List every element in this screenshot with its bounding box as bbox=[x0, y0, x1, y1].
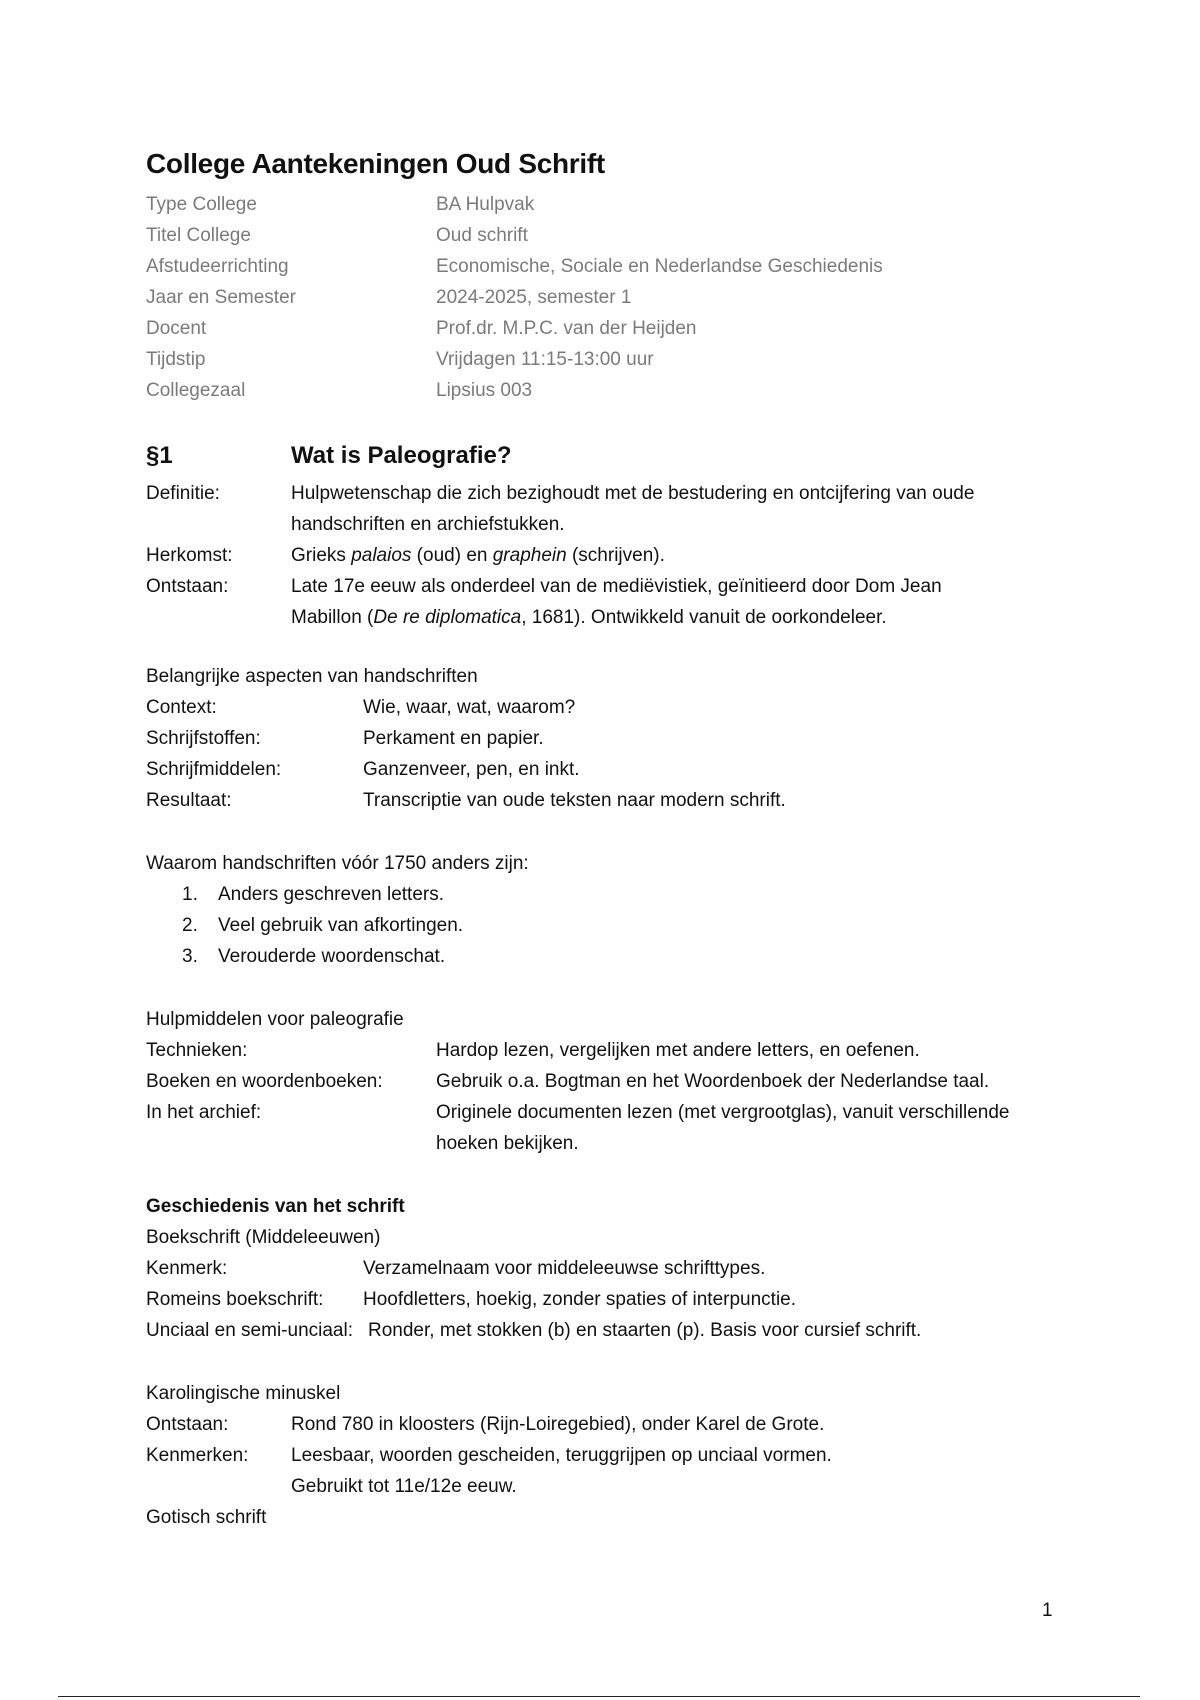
gothic-heading: Gotisch schrift bbox=[146, 1507, 267, 1528]
aspect-label-schrijfmiddelen: Schrijfmiddelen: bbox=[146, 759, 282, 780]
carolingian-heading: Karolingische minuskel bbox=[146, 1383, 341, 1404]
tool-label-archief: In het archief: bbox=[146, 1102, 262, 1123]
meta-value-type: BA Hulpvak bbox=[436, 194, 535, 215]
meta-value-titel: Oud schrift bbox=[436, 225, 528, 246]
why-heading: Waarom handschriften vóór 1750 anders zijn: bbox=[146, 853, 529, 874]
meta-label-jaar: Jaar en Semester bbox=[146, 287, 296, 308]
aspect-label-resultaat: Resultaat: bbox=[146, 790, 232, 811]
meta-label-type: Type College bbox=[146, 194, 257, 215]
definitie-label: Definitie: bbox=[146, 483, 220, 504]
tools-heading: Hulpmiddelen voor paleografie bbox=[146, 1009, 404, 1030]
document-title: College Aantekeningen Oud Schrift bbox=[146, 148, 605, 179]
aspect-value-resultaat: Transcriptie van oude teksten naar modern schrift. bbox=[363, 790, 786, 811]
carolingian-label-ontstaan: Ontstaan: bbox=[146, 1414, 229, 1435]
ontstaan-label: Ontstaan: bbox=[146, 576, 229, 597]
footer-divider bbox=[58, 1696, 1140, 1697]
aspect-label-context: Context: bbox=[146, 697, 217, 718]
meta-value-jaar: 2024-2025, semester 1 bbox=[436, 287, 632, 308]
ontstaan-line-1: Late 17e eeuw als onderdeel van de mediëvistiek, geïnitieerd door Dom Jean bbox=[291, 576, 942, 597]
meta-value-collegezaal: Lipsius 003 bbox=[436, 380, 533, 401]
history-label-romeins: Romeins boekschrift: bbox=[146, 1289, 324, 1310]
tool-value-archief-line-2: hoeken bekijken. bbox=[436, 1133, 579, 1154]
carolingian-value-kenmerken: Leesbaar, woorden gescheiden, teruggrijpen op unciaal vormen. bbox=[291, 1445, 832, 1466]
definitie-line-2: handschriften en archiefstukken. bbox=[291, 514, 565, 535]
history-value-romeins: Hoofdletters, hoekig, zonder spaties of interpunctie. bbox=[363, 1289, 797, 1310]
list-item: Veel gebruik van afkortingen. bbox=[218, 915, 464, 936]
history-label-kenmerk: Kenmerk: bbox=[146, 1258, 228, 1279]
aspects-heading: Belangrijke aspecten van handschriften bbox=[146, 666, 478, 687]
meta-value-afstudeerrichting: Economische, Sociale en Nederlandse Geschiedenis bbox=[436, 256, 883, 277]
meta-label-tijdstip: Tijdstip bbox=[146, 349, 206, 370]
tool-value-technieken: Hardop lezen, vergelijken met andere letters, en oefenen. bbox=[436, 1040, 920, 1061]
tool-value-boeken: Gebruik o.a. Bogtman en het Woordenboek der Nederlandse taal. bbox=[436, 1071, 990, 1092]
aspect-value-schrijfmiddelen: Ganzenveer, pen, en inkt. bbox=[363, 759, 580, 780]
history-label-unciaal: Unciaal en semi-unciaal: bbox=[146, 1320, 353, 1341]
aspect-label-schrijfstoffen: Schrijfstoffen: bbox=[146, 728, 261, 749]
meta-label-collegezaal: Collegezaal bbox=[146, 380, 246, 401]
list-item: Anders geschreven letters. bbox=[218, 884, 445, 905]
definitie-line-1: Hulpwetenschap die zich bezighoudt met de bestudering en ontcijfering van oude bbox=[291, 483, 975, 504]
list-item: Verouderde woordenschat. bbox=[218, 946, 446, 967]
page-number: 1 bbox=[1042, 1600, 1053, 1621]
tool-label-boeken: Boeken en woordenboeken: bbox=[146, 1071, 383, 1092]
list-item-number: 3. bbox=[182, 946, 198, 967]
meta-label-afstudeerrichting: Afstudeerrichting bbox=[146, 256, 289, 277]
meta-value-tijdstip: Vrijdagen 11:15-13:00 uur bbox=[436, 349, 654, 370]
history-heading: Geschiedenis van het schrift bbox=[146, 1196, 405, 1217]
herkomst-label: Herkomst: bbox=[146, 545, 233, 566]
ontstaan-line-2: Mabillon (De re diplomatica, 1681). Ontwikkeld vanuit de oorkondeleer. bbox=[291, 607, 887, 628]
meta-value-docent: Prof.dr. M.P.C. van der Heijden bbox=[436, 318, 697, 339]
tool-label-technieken: Technieken: bbox=[146, 1040, 248, 1061]
carolingian-value-kenmerken-line-2: Gebruikt tot 11e/12e eeuw. bbox=[291, 1476, 517, 1497]
carolingian-label-kenmerken: Kenmerken: bbox=[146, 1445, 249, 1466]
section-title: Wat is Paleografie? bbox=[291, 442, 512, 469]
meta-label-docent: Docent bbox=[146, 318, 207, 339]
carolingian-value-ontstaan: Rond 780 in kloosters (Rijn-Loiregebied), onder Karel de Grote. bbox=[291, 1414, 825, 1435]
list-item-number: 2. bbox=[182, 915, 198, 936]
herkomst-text: Grieks palaios (oud) en graphein (schrijven). bbox=[291, 545, 665, 566]
aspect-value-context: Wie, waar, wat, waarom? bbox=[363, 697, 576, 718]
section-number: §1 bbox=[146, 442, 173, 469]
list-item-number: 1. bbox=[182, 884, 198, 905]
aspect-value-schrijfstoffen: Perkament en papier. bbox=[363, 728, 544, 749]
history-value-unciaal: Ronder, met stokken (b) en staarten (p). Basis voor cursief schrift. bbox=[368, 1320, 922, 1341]
tool-value-archief: Originele documenten lezen (met vergrootglas), vanuit verschillende bbox=[436, 1102, 1010, 1123]
meta-label-titel: Titel College bbox=[146, 225, 251, 246]
history-subheading: Boekschrift (Middeleeuwen) bbox=[146, 1227, 381, 1248]
history-value-kenmerk: Verzamelnaam voor middeleeuwse schrifttypes. bbox=[363, 1258, 766, 1279]
